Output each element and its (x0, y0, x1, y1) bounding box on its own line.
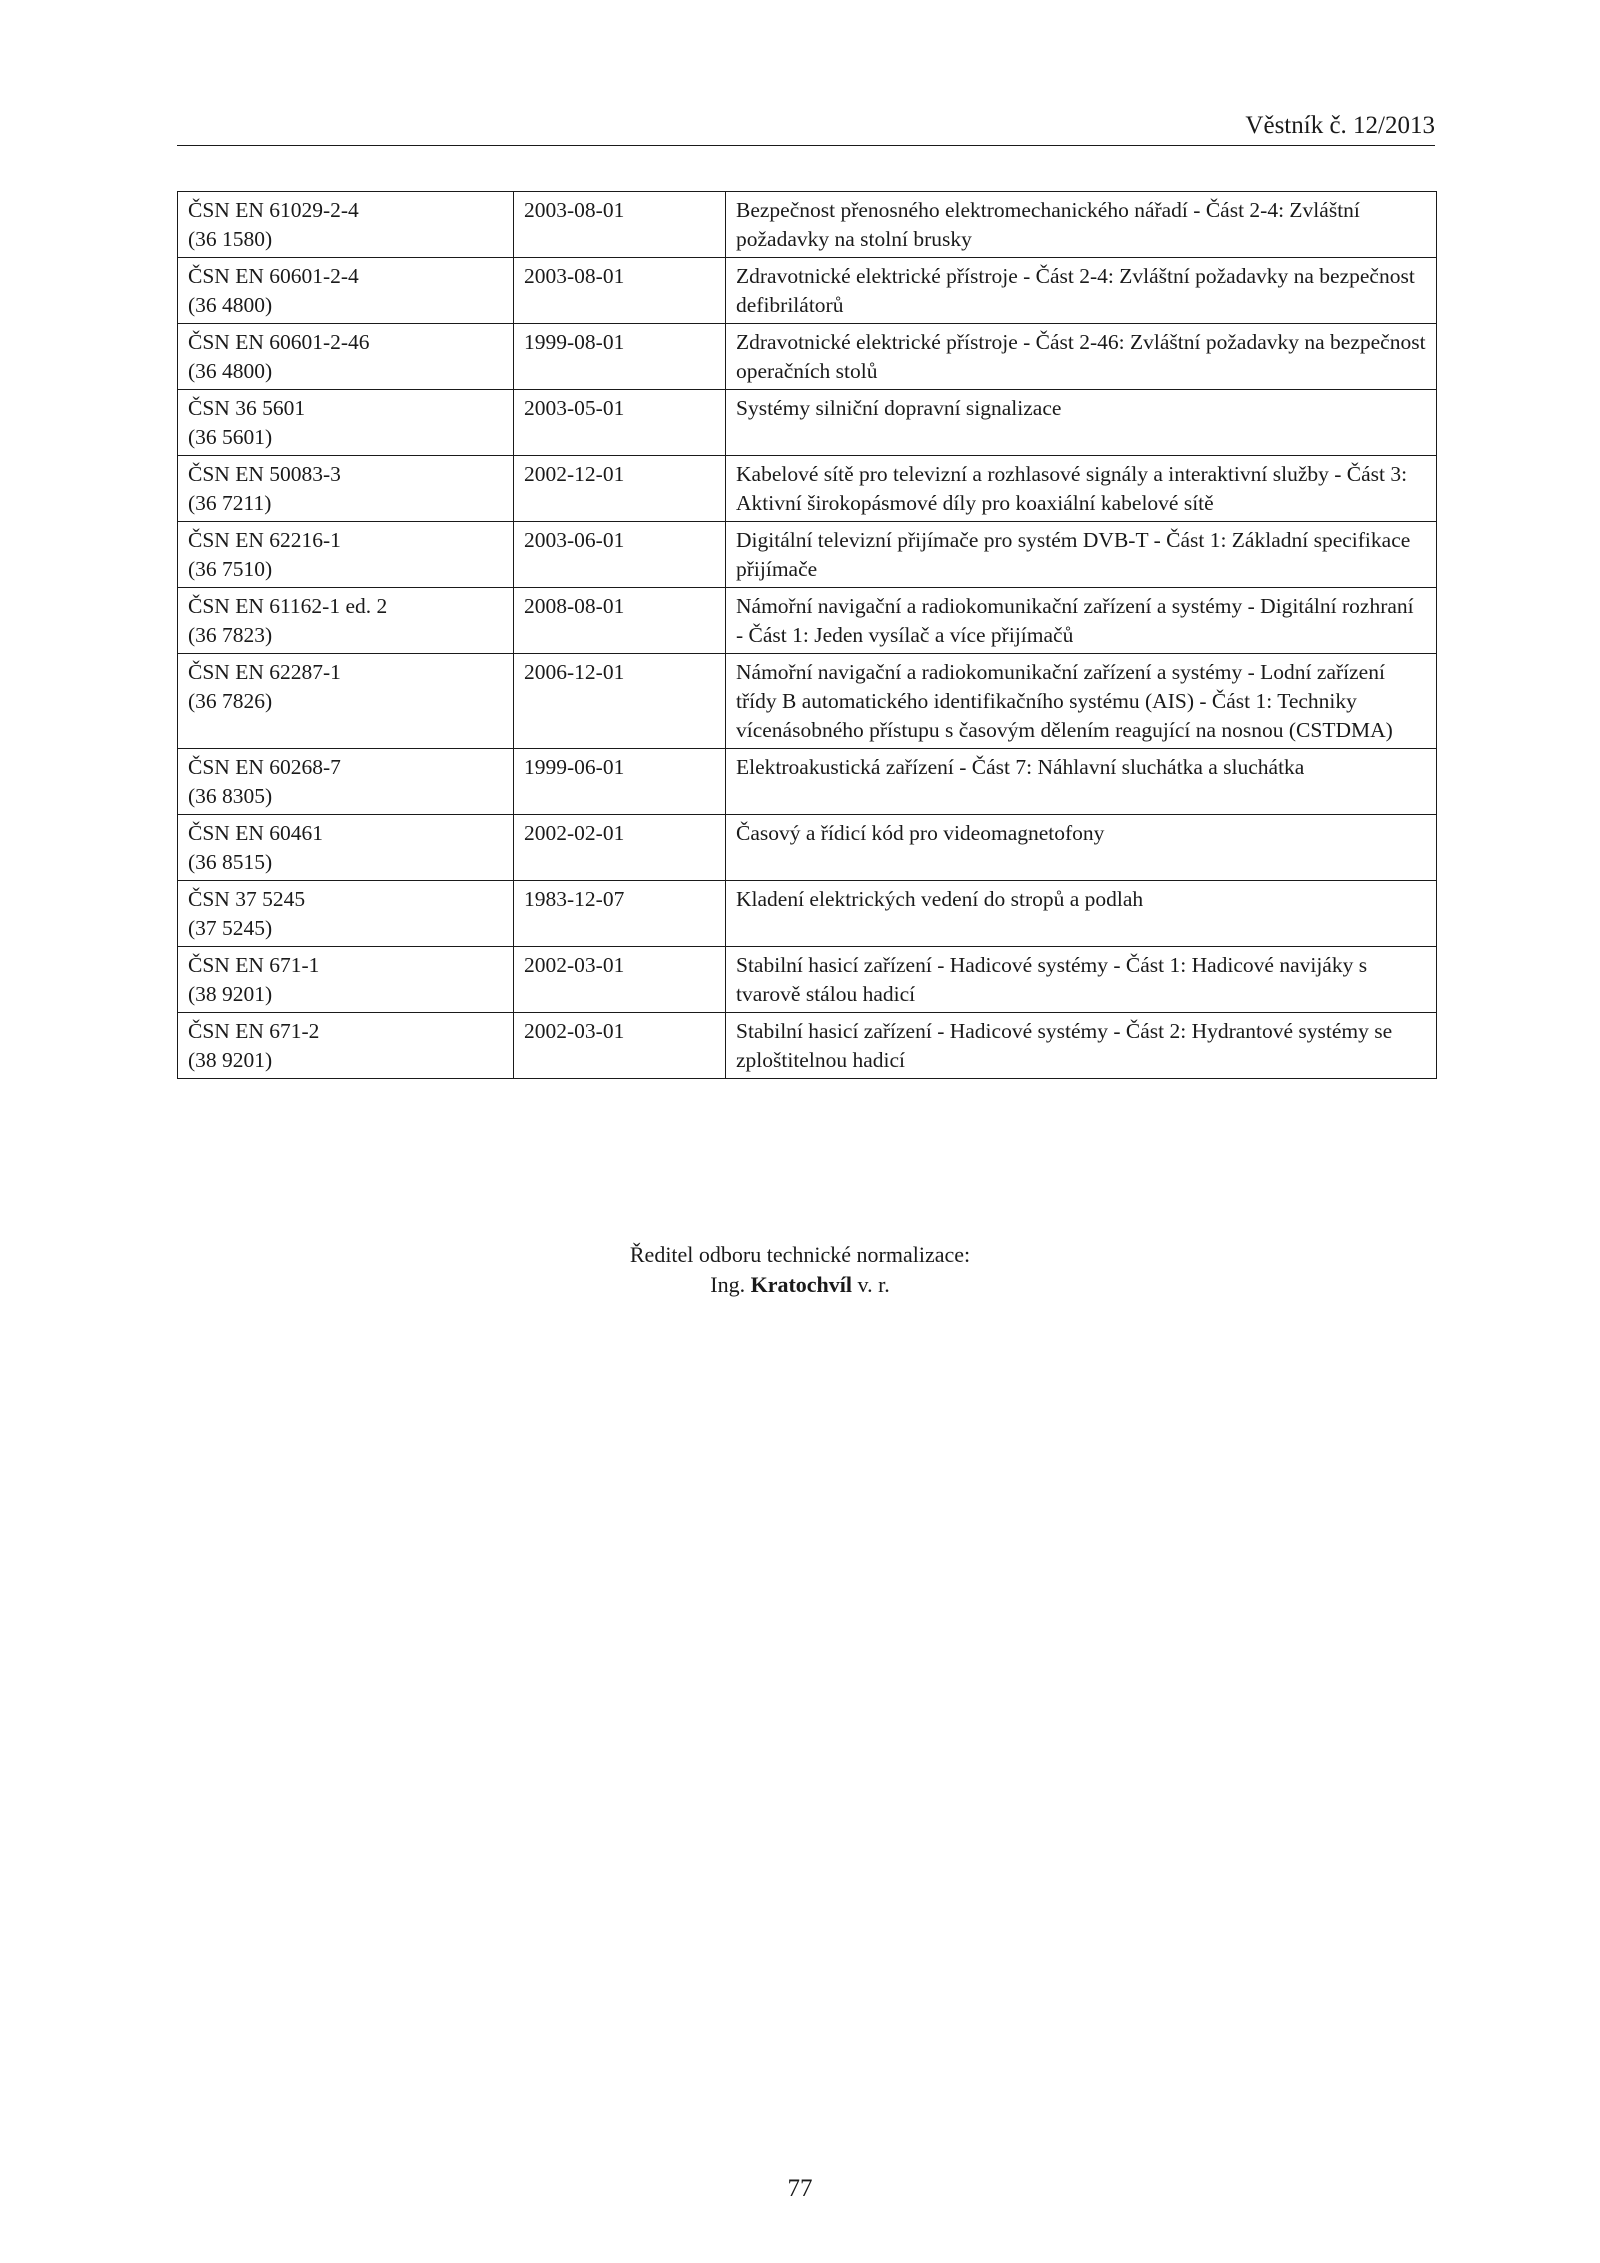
page-header-title: Věstník č. 12/2013 (1245, 112, 1435, 139)
signatory-suffix: v. r. (857, 1272, 890, 1297)
classification-code: (38 9201) (188, 982, 273, 1006)
standard-code: ČSN EN 60601-2-4 (188, 264, 359, 288)
table-row (178, 324, 1437, 390)
standard-title: Zdravotnické elektrické přístroje - Část 2-4: Zvláštní požadavky na bezpečnost defibrilátorů (726, 258, 1437, 324)
standards-table (177, 191, 1437, 1079)
standard-code: ČSN EN 61162-1 ed. 2 (188, 594, 388, 618)
standard-code-cell (178, 947, 514, 1013)
signatory-name-line (0, 1270, 1600, 1300)
table-row (178, 456, 1437, 522)
classification-code: (36 7826) (188, 689, 273, 713)
signature-block (0, 1240, 1600, 1300)
classification-code: (36 4800) (188, 359, 273, 383)
effective-date-cell: 1999-08-01 (514, 324, 726, 390)
effective-date-cell: 2002-03-01 (514, 1013, 726, 1079)
standard-title: Námořní navigační a radiokomunikační zařízení a systémy - Lodní zařízení třídy B automatického identifikačního systému (AIS) - Část 1: Techniky vícenásobného přístupu s časovým dělením reagující na nosnou (CSTDMA) (726, 654, 1437, 749)
signatory-name: Kratochvíl (750, 1272, 853, 1297)
standard-title: Stabilní hasicí zařízení - Hadicové systémy - Část 1: Hadicové navijáky s tvarově stálou hadicí (726, 947, 1437, 1013)
standard-title: Elektroakustická zařízení - Část 7: Náhlavní sluchátka a sluchátka (726, 749, 1437, 815)
standard-title: Časový a řídicí kód pro videomagnetofony (726, 815, 1437, 881)
standard-code-cell (178, 522, 514, 588)
effective-date-cell: 2003-08-01 (514, 258, 726, 324)
standard-code-cell (178, 456, 514, 522)
table-row (178, 390, 1437, 456)
standard-code-cell (178, 654, 514, 749)
standard-code: ČSN EN 62216-1 (188, 528, 341, 552)
standard-title: Systémy silniční dopravní signalizace (726, 390, 1437, 456)
classification-code: (36 7510) (188, 557, 273, 581)
header-divider (177, 145, 1435, 146)
standard-code: ČSN 37 5245 (188, 887, 306, 911)
standard-code: ČSN 36 5601 (188, 396, 306, 420)
table-row (178, 749, 1437, 815)
standard-title: Zdravotnické elektrické přístroje - Část 2-46: Zvláštní požadavky na bezpečnost operačních stolů (726, 324, 1437, 390)
standard-code-cell (178, 815, 514, 881)
standard-code-cell (178, 192, 514, 258)
signatory-role: Ředitel odboru technické normalizace: (629, 1242, 971, 1267)
standard-title: Digitální televizní přijímače pro systém DVB-T - Část 1: Základní specifikace přijímače (726, 522, 1437, 588)
classification-code: (36 7823) (188, 623, 273, 647)
standard-code-cell (178, 881, 514, 947)
standard-code: ČSN EN 60601-2-46 (188, 330, 370, 354)
standard-title: Bezpečnost přenosného elektromechanického nářadí - Část 2-4: Zvláštní požadavky na stolní brusky (726, 192, 1437, 258)
page-number: 77 (787, 2175, 813, 2202)
table-row (178, 258, 1437, 324)
table-row (178, 1013, 1437, 1079)
standard-title: Kladení elektrických vedení do stropů a podlah (726, 881, 1437, 947)
standard-code: ČSN EN 60268-7 (188, 755, 341, 779)
classification-code: (38 9201) (188, 1048, 273, 1072)
effective-date-cell: 2002-03-01 (514, 947, 726, 1013)
standard-code: ČSN EN 671-1 (188, 953, 320, 977)
classification-code: (36 7211) (188, 491, 272, 515)
standard-title: Stabilní hasicí zařízení - Hadicové systémy - Část 2: Hydrantové systémy se zploštitelnou hadicí (726, 1013, 1437, 1079)
classification-code: (36 8305) (188, 784, 273, 808)
standard-code: ČSN EN 60461 (188, 821, 323, 845)
effective-date-cell: 2003-06-01 (514, 522, 726, 588)
classification-code: (36 5601) (188, 425, 273, 449)
standard-code: ČSN EN 50083-3 (188, 462, 341, 486)
classification-code: (36 1580) (188, 227, 273, 251)
effective-date-cell: 2006-12-01 (514, 654, 726, 749)
effective-date-cell: 2008-08-01 (514, 588, 726, 654)
standard-title: Kabelové sítě pro televizní a rozhlasové signály a interaktivní služby - Část 3: Aktivní širokopásmové díly pro koaxiální kabelové sítě (726, 456, 1437, 522)
effective-date-cell: 2003-08-01 (514, 192, 726, 258)
standard-code: ČSN EN 62287-1 (188, 660, 341, 684)
standard-title: Námořní navigační a radiokomunikační zařízení a systémy - Digitální rozhraní - Část 1: Jeden vysílač a více přijímačů (726, 588, 1437, 654)
effective-date-cell: 1983-12-07 (514, 881, 726, 947)
effective-date-cell: 1999-06-01 (514, 749, 726, 815)
table-row (178, 588, 1437, 654)
effective-date-cell: 2002-12-01 (514, 456, 726, 522)
table-row (178, 192, 1437, 258)
classification-code: (36 8515) (188, 850, 273, 874)
classification-code: (37 5245) (188, 916, 273, 940)
standard-code-cell (178, 1013, 514, 1079)
standard-code: ČSN EN 61029-2-4 (188, 198, 359, 222)
standard-code: ČSN EN 671-2 (188, 1019, 320, 1043)
effective-date-cell: 2002-02-01 (514, 815, 726, 881)
signatory-prefix: Ing. (710, 1272, 746, 1297)
standard-code-cell (178, 588, 514, 654)
standard-code-cell (178, 324, 514, 390)
standards-table-body (178, 192, 1437, 1079)
table-row (178, 522, 1437, 588)
standard-code-cell (178, 258, 514, 324)
classification-code: (36 4800) (188, 293, 273, 317)
effective-date-cell: 2003-05-01 (514, 390, 726, 456)
standard-code-cell (178, 390, 514, 456)
standard-code-cell (178, 749, 514, 815)
table-row (178, 654, 1437, 749)
table-row (178, 815, 1437, 881)
table-row (178, 947, 1437, 1013)
table-row (178, 881, 1437, 947)
